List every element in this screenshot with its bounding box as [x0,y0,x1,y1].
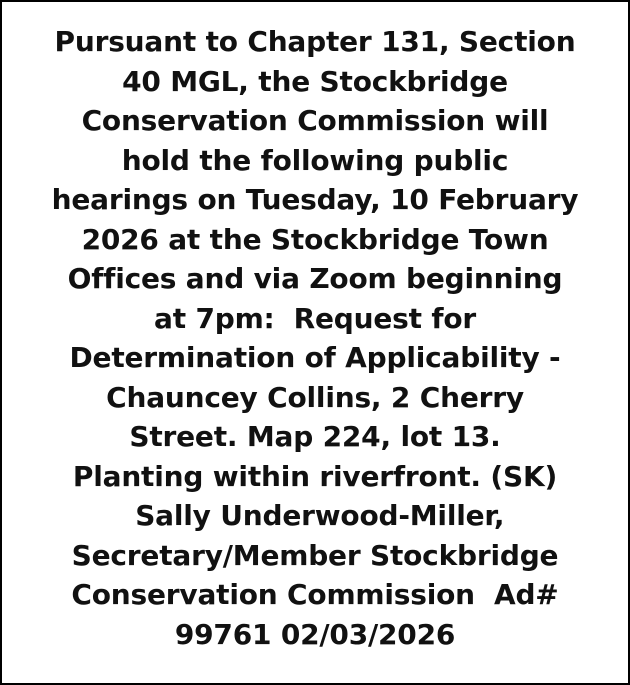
notice-line: Offices and via Zoom beginning [67,262,563,295]
notice-line: Pursuant to Chapter 131, Section [54,25,576,58]
notice-line: Planting within riverfront. (SK) [72,459,558,493]
notice-line: 99761 02/03/2026 [174,617,456,651]
notice-line: Conservation Commission will [81,104,549,137]
notice-body [10,22,620,654]
notice-line: hold the following public [121,143,509,177]
notice-line: Determination of Applicability - [69,341,561,374]
notice-line: 40 MGL, the Stockbridge [122,64,508,98]
notice-line: Street. Map 224, lot 13. [129,420,501,453]
notice-line: Sally Underwood-Miller, [125,499,505,532]
notice-line: at 7pm: Request for [154,301,476,335]
notice-line: Chauncey Collins, 2 Cherry [106,380,524,414]
notice-line: Conservation Commission Ad# [71,578,559,611]
notice-line: 2026 at the Stockbridge Town [81,222,549,256]
notice-line: hearings on Tuesday, 10 February [51,183,579,216]
notice-line: Secretary/Member Stockbridge [71,538,559,572]
